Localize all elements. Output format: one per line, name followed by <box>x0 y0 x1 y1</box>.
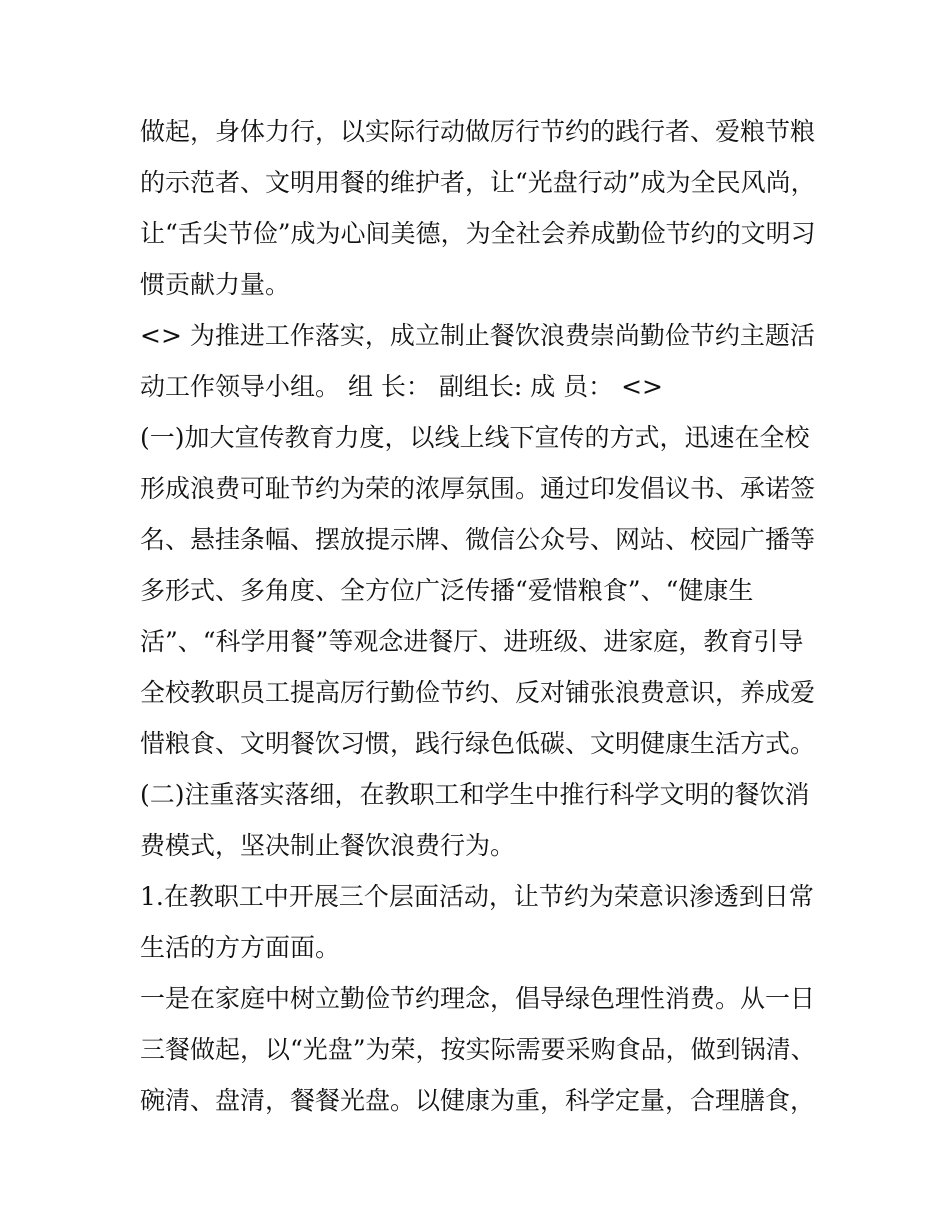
text-line: 做起，身体力行，以实际行动做厉行节约的践行者、爱粮节粮 <box>140 117 816 146</box>
text-line: 三餐做起，以“光盘”为荣，按实际需要采购食品，做到锅清、 <box>140 1035 816 1064</box>
text-line: 1.在教职工中开展三个层面活动，让节约为荣意识渗透到日常 <box>140 882 814 911</box>
text-line: 活”、“科学用餐”等观念进餐厅、进班级、进家庭，教育引导 <box>140 627 804 656</box>
text-line: 全校教职员工提高厉行勤俭节约、反对铺张浪费意识，养成爱 <box>140 678 816 707</box>
text-line: 让“舌尖节俭”成为心间美德，为全社会养成勤俭节约的文明习 <box>140 219 816 248</box>
text-line: 生活的方方面面。 <box>140 933 341 962</box>
text-line: 形成浪费可耻节约为荣的浓厚氛围。通过印发倡议书、承诺签 <box>140 474 816 503</box>
text-line: 名、悬挂条幅、摆放提示牌、微信公众号、网站、校园广播等 <box>140 525 816 554</box>
text-line: 的示范者、文明用餐的维护者，让“光盘行动”成为全民风尚， <box>140 168 816 197</box>
text-line: 碗清、盘清，餐餐光盘。以健康为重，科学定量，合理膳食， <box>140 1086 816 1115</box>
text-line: 动工作领导小组。 组 长： 副组长: 成 员： <> <box>140 372 663 401</box>
text-line: <> 为推进工作落实，成立制止餐饮浪费崇尚勤俭节约主题活 <box>140 321 815 350</box>
text-line: 费模式，坚决制止餐饮浪费行为。 <box>140 831 516 860</box>
document-body <box>140 106 820 1126</box>
text-line: 多形式、多角度、全方位广泛传播“爱惜粮食”、“健康生 <box>140 576 754 605</box>
text-line: (一)加大宣传教育力度，以线上线下宣传的方式，迅速在全校 <box>140 423 810 452</box>
text-line: 惜粮食、文明餐饮习惯，践行绿色低碳、文明健康生活方式。 <box>140 729 816 758</box>
text-line: 惯贡献力量。 <box>140 270 291 299</box>
text-line: 一是在家庭中树立勤俭节约理念，倡导绿色理性消费。从一日 <box>140 984 816 1013</box>
text-line: (二)注重落实落细，在教职工和学生中推行科学文明的餐饮消 <box>140 780 810 809</box>
